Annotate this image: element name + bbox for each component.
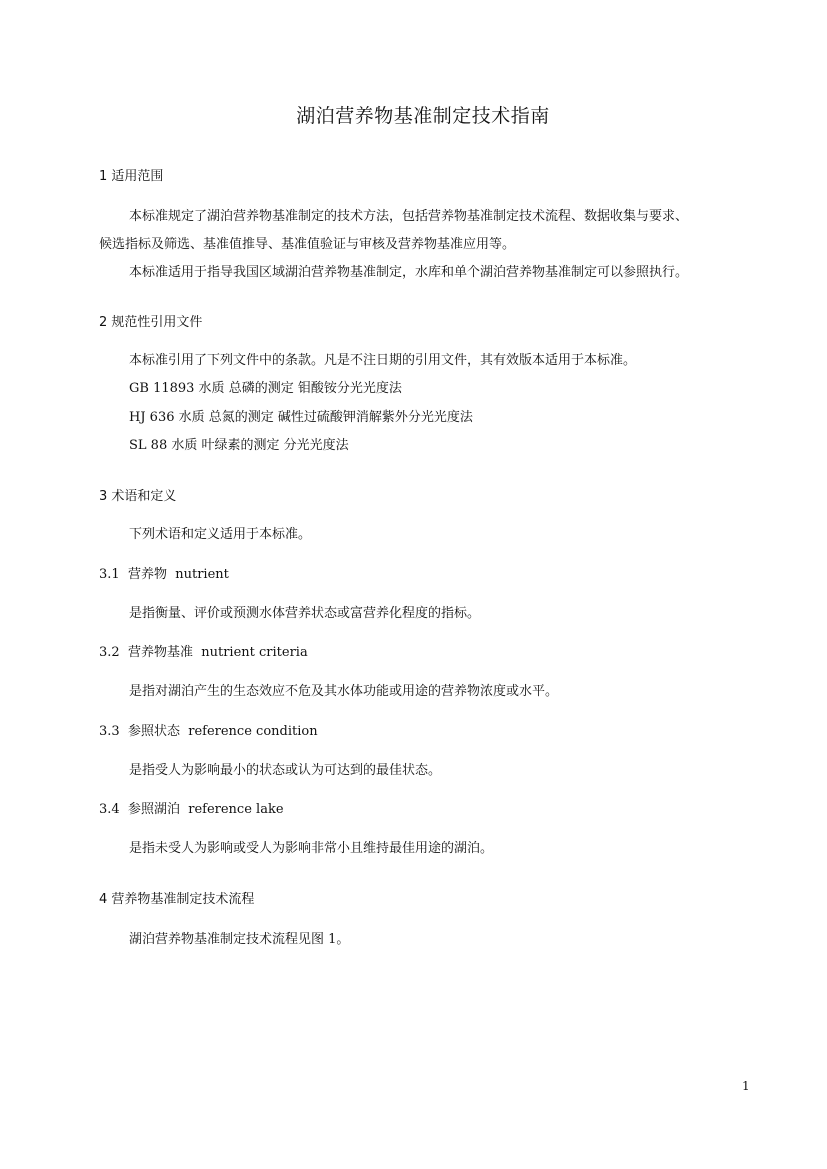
term-chinese: 营养物 bbox=[127, 567, 167, 582]
section-4-paragraph: 湖泊营养物基准制定技术流程见图 1。 bbox=[129, 932, 350, 947]
reference-item: GB 11893 水质 总磷的测定 钼酸铵分光光度法 bbox=[129, 381, 402, 396]
term-heading-3-2 bbox=[99, 641, 308, 660]
section-1-paragraph-1-line-2: 候选指标及筛选、基准值推导、基准值验证与审核及营养物基准应用等。 bbox=[99, 237, 516, 252]
reference-item: SL 88 水质 叶绿素的测定 分光光度法 bbox=[129, 438, 349, 453]
section-3-intro: 下列术语和定义适用于本标准。 bbox=[129, 527, 312, 542]
term-number: 3.2 bbox=[99, 645, 120, 660]
section-3-heading: 3 术语和定义 bbox=[99, 489, 177, 504]
term-definition-3-2: 是指对湖泊产生的生态效应不危及其水体功能或用途的营养物浓度或水平。 bbox=[129, 684, 559, 699]
term-heading-3-3 bbox=[99, 720, 318, 739]
section-4-heading: 4 营养物基准制定技术流程 bbox=[99, 892, 255, 907]
term-number: 3.1 bbox=[99, 567, 120, 582]
section-2-heading: 2 规范性引用文件 bbox=[99, 315, 203, 330]
term-chinese: 参照状态 bbox=[127, 724, 180, 739]
term-english: reference lake bbox=[188, 802, 284, 817]
term-english: reference condition bbox=[188, 724, 318, 739]
term-definition-3-4: 是指未受人为影响或受人为影响非常小且维持最佳用途的湖泊。 bbox=[129, 841, 494, 856]
reference-item: HJ 636 水质 总氮的测定 碱性过硫酸钾消解紫外分光光度法 bbox=[129, 410, 473, 425]
section-1-paragraph-2: 本标准适用于指导我国区域湖泊营养物基准制定，水库和单个湖泊营养物基准制定可以参照执行。 bbox=[129, 265, 689, 280]
term-definition-3-3: 是指受人为影响最小的状态或认为可达到的最佳状态。 bbox=[129, 763, 442, 778]
term-chinese: 参照湖泊 bbox=[127, 802, 180, 817]
page-number: 1 bbox=[742, 1079, 750, 1093]
term-chinese: 营养物基准 bbox=[127, 645, 193, 660]
term-number: 3.4 bbox=[99, 802, 120, 817]
term-definition-3-1: 是指衡量、评价或预测水体营养状态或富营养化程度的指标。 bbox=[129, 606, 481, 621]
term-english: nutrient criteria bbox=[201, 645, 308, 660]
document-title: 湖泊营养物基准制定技术指南 bbox=[296, 105, 550, 127]
section-1-heading: 1 适用范围 bbox=[99, 169, 164, 184]
section-2-intro: 本标准引用了下列文件中的条款。凡是不注日期的引用文件，其有效版本适用于本标准。 bbox=[129, 353, 637, 368]
term-heading-3-1 bbox=[99, 563, 229, 582]
section-1-paragraph-1-line-1: 本标准规定了湖泊营养物基准制定的技术方法，包括营养物基准制定技术流程、数据收集与要求、 bbox=[129, 209, 689, 224]
term-number: 3.3 bbox=[99, 724, 120, 739]
term-english: nutrient bbox=[175, 567, 229, 582]
term-heading-3-4 bbox=[99, 798, 284, 817]
